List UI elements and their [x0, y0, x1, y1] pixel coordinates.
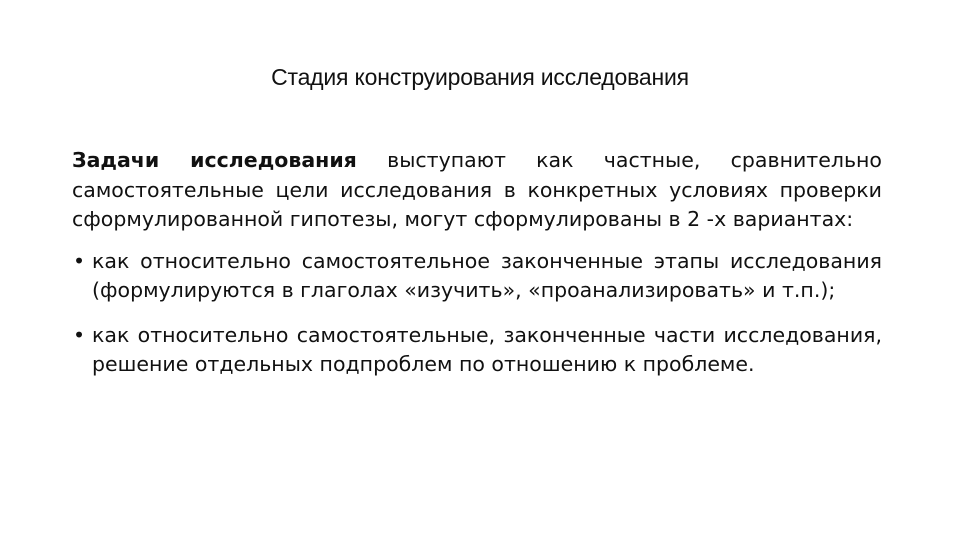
bullet-item [72, 247, 882, 306]
slide-body [72, 146, 882, 380]
intro-text: выступают как частные, сравнительно самостоятельные цели исследования в конкретных условиях проверки сформулированной гипотезы, могут сформулированы в 2 -х вариантах: [72, 148, 882, 231]
bullet-item [72, 321, 882, 380]
bullet-text: как относительно самостоятельное законченные этапы исследования (формулируются в глаголах «изучить», «проанализировать» и т.п.); [92, 248, 882, 302]
bullet-list [72, 247, 882, 380]
bullet-marker: • [73, 248, 86, 273]
bullet-marker: • [73, 322, 86, 347]
intro-lead: Задачи исследования [72, 148, 357, 172]
bullet-text: как относительно самостоятельные, законченные части исследования, решение отдельных подпроблем по отношению к проблеме. [92, 322, 882, 376]
slide-title: Стадия конструирования исследования [271, 64, 689, 90]
intro-paragraph [72, 146, 882, 235]
